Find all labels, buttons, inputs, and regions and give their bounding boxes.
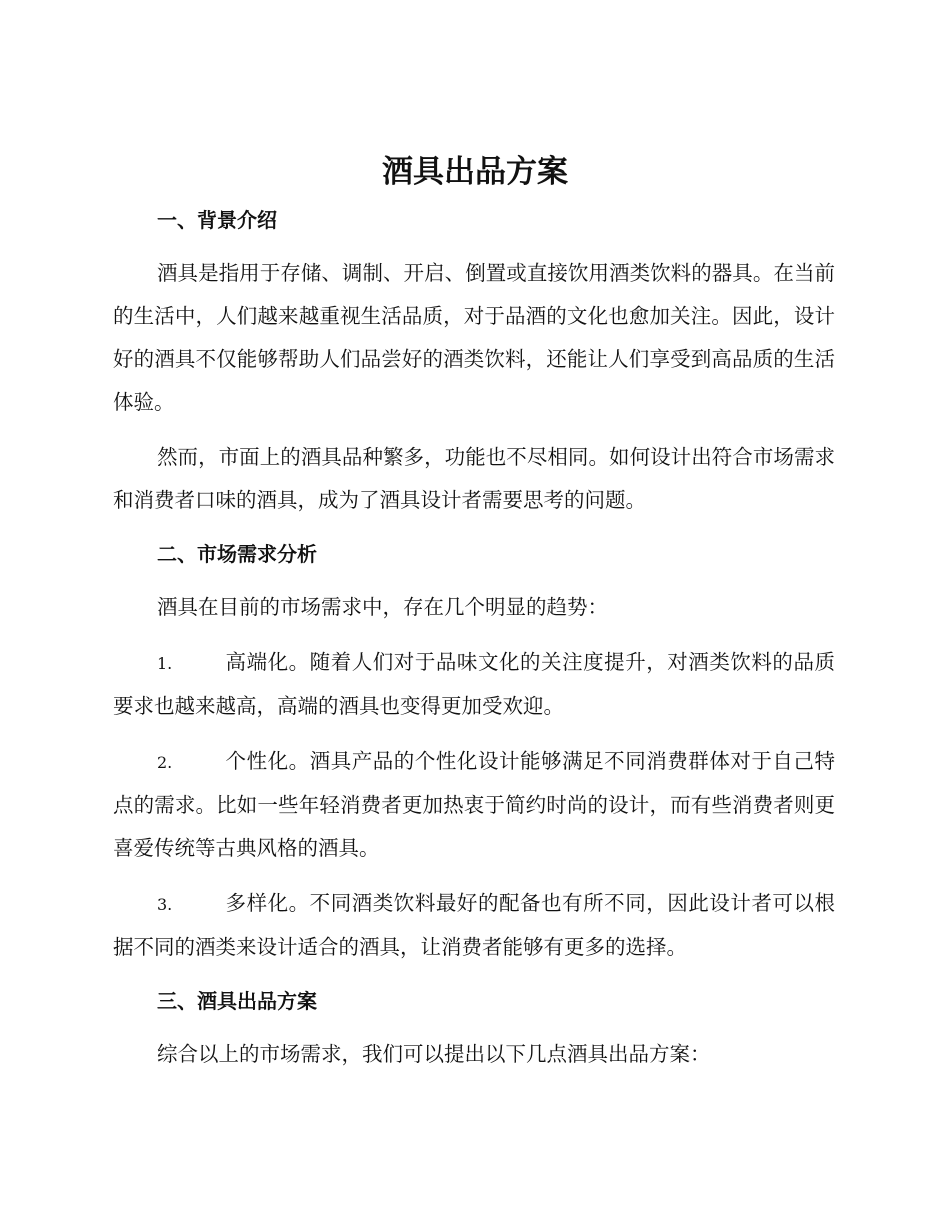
list-item-text: 高端化。随着人们对于品味文化的关注度提升，对酒类饮料的品质要求也越来越高，高端的酒具也变得更加受欢迎。 (113, 650, 835, 718)
list-item-number: 1. (157, 654, 173, 673)
list-item-number: 3. (157, 895, 173, 914)
product-plan-intro: 综合以上的市场需求，我们可以提出以下几点酒具出品方案： (157, 1042, 711, 1066)
section-heading-product-plan: 三、酒具出品方案 (157, 989, 317, 1013)
market-analysis-intro: 酒具在目前的市场需求中，存在几个明显的趋势： (157, 595, 608, 619)
background-paragraph-2: 然而，市面上的酒具品种繁多，功能也不尽相同。如何设计出符合市场需求和消费者口味的酒具，成为了酒具设计者需要思考的问题。 (113, 445, 835, 512)
document-body (113, 200, 835, 1088)
list-item-text: 个性化。酒具产品的个性化设计能够满足不同消费群体对于自己特点的需求。比如一些年轻消费者更加热衷于简约时尚的设计，而有些消费者则更喜爱传统等古典风格的酒具。 (113, 749, 835, 860)
section-heading-background: 一、背景介绍 (157, 208, 277, 232)
list-item (113, 740, 835, 870)
background-paragraph-1: 酒具是指用于存储、调制、开启、倒置或直接饮用酒类饮料的器具。在当前的生活中，人们越来越重视生活品质，对于品酒的文化也愈加关注。因此，设计好的酒具不仅能够帮助人们品尝好的酒类饮料，还能让人们享受到高品质的生活体验。 (113, 261, 835, 414)
list-item-number: 2. (157, 753, 173, 772)
section-heading-market-analysis: 二、市场需求分析 (157, 542, 317, 566)
list-item (113, 882, 835, 969)
document-title: 酒具出品方案 (382, 154, 568, 190)
list-item-text: 多样化。不同酒类饮料最好的配备也有所不同，因此设计者可以根据不同的酒类来设计适合的酒具，让消费者能够有更多的选择。 (113, 891, 835, 959)
list-item (113, 641, 835, 728)
